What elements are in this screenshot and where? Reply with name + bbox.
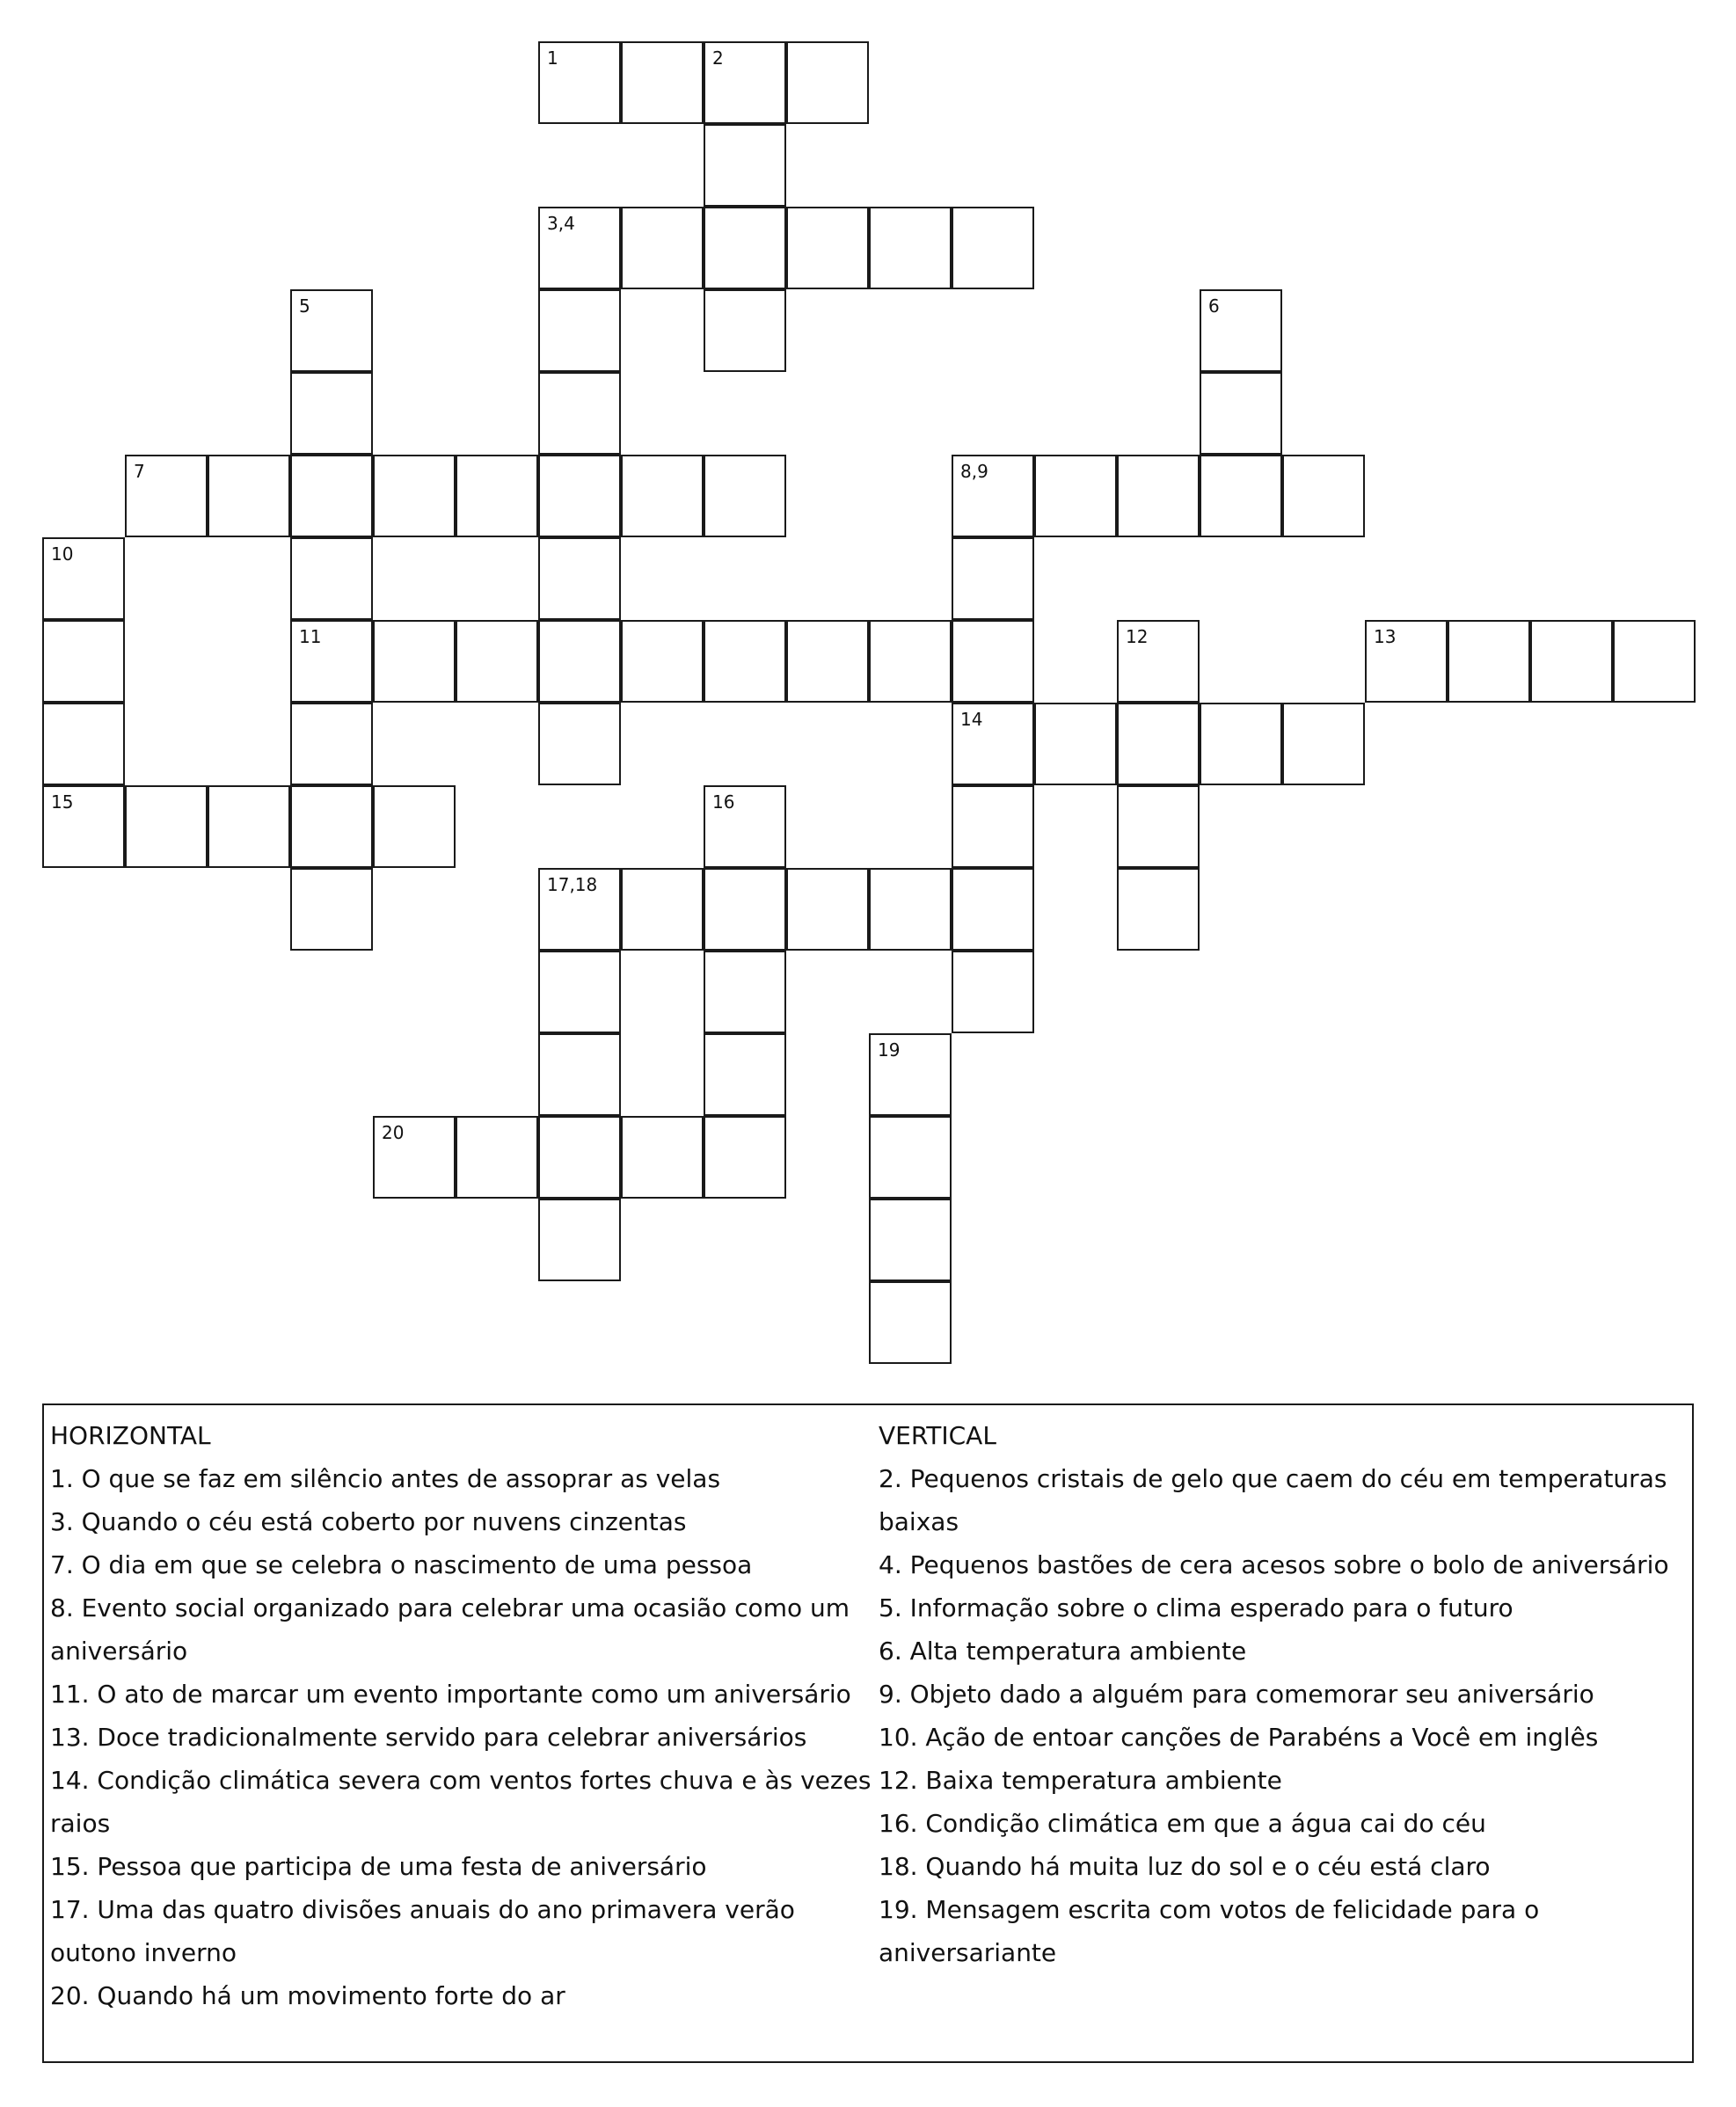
crossword-cell[interactable] [125,455,208,537]
cell-number: 19 [878,1039,901,1061]
crossword-cell[interactable] [786,207,869,289]
crossword-cell[interactable] [290,703,373,785]
crossword-cell[interactable] [704,289,786,372]
crossword-cell[interactable] [704,124,786,207]
vertical-clues [879,1414,1688,1974]
crossword-cell[interactable] [538,289,621,372]
clue-v-5: 5. Informação sobre o clima esperado para o futuro [879,1593,1514,1622]
crossword-cell[interactable] [290,785,373,868]
crossword-cell[interactable] [704,951,786,1033]
crossword-cell[interactable] [1200,455,1282,537]
crossword-cell[interactable] [704,1116,786,1199]
crossword-cell[interactable] [42,785,125,868]
crossword-cell[interactable] [1034,703,1117,785]
crossword-cell[interactable] [952,951,1034,1033]
crossword-cell[interactable] [621,868,704,951]
crossword-cell[interactable] [538,207,621,289]
crossword-cell[interactable] [704,868,786,951]
crossword-cell[interactable] [1117,620,1200,703]
crossword-cell[interactable] [952,785,1034,868]
cell-number: 1 [547,47,558,69]
crossword-cell[interactable] [1117,455,1200,537]
crossword-cell[interactable] [704,1033,786,1116]
crossword-cell[interactable] [1448,620,1530,703]
crossword-cell[interactable] [621,455,704,537]
crossword-cell[interactable] [208,455,290,537]
crossword-cell[interactable] [1530,620,1613,703]
crossword-cell[interactable] [704,785,786,868]
clue-h-13: 13. Doce tradicionalmente servido para celebrar aniversários [50,1723,807,1752]
clue-v-4: 4. Pequenos bastões de cera acesos sobre o bolo de aniversário [879,1550,1669,1579]
cell-number: 13 [1374,626,1397,647]
crossword-cell[interactable] [1117,703,1200,785]
crossword-cell[interactable] [786,868,869,951]
crossword-cell[interactable] [456,1116,538,1199]
crossword-cell[interactable] [952,620,1034,703]
clue-h-15: 15. Pessoa que participa de uma festa de aniversário [50,1852,707,1881]
crossword-cell[interactable] [125,785,208,868]
crossword-cell[interactable] [1117,785,1200,868]
crossword-cell[interactable] [952,537,1034,620]
cell-number: 16 [712,791,735,813]
clue-v-9: 9. Objeto dado a alguém para comemorar seu aniversário [879,1680,1594,1709]
clue-v-19: 19. Mensagem escrita com votos de felicidade para o aniversariante [879,1895,1540,1967]
crossword-cell[interactable] [786,620,869,703]
cell-number: 7 [134,461,145,482]
crossword-cell[interactable] [290,537,373,620]
clue-v-18: 18. Quando há muita luz do sol e o céu está claro [879,1852,1491,1881]
cell-number: 17,18 [547,874,598,895]
crossword-cell[interactable] [290,372,373,455]
crossword-cell[interactable] [538,1033,621,1116]
crossword-cell[interactable] [869,1199,952,1281]
cell-number: 14 [960,709,983,730]
crossword-cell[interactable] [538,455,621,537]
clue-h-8: 8. Evento social organizado para celebrar uma ocasião como um aniversário [50,1593,850,1666]
clue-h-7: 7. O dia em que se celebra o nascimento de uma pessoa [50,1550,753,1579]
clue-h-11: 11. O ato de marcar um evento importante como um aniversário [50,1680,851,1709]
crossword-cell[interactable] [1282,455,1365,537]
crossword-cell[interactable] [538,41,621,124]
crossword-cell[interactable] [869,1116,952,1199]
crossword-cell[interactable] [952,703,1034,785]
crossword-cell[interactable] [1034,455,1117,537]
crossword-cell[interactable] [42,537,125,620]
crossword-cell[interactable] [869,620,952,703]
clue-h-1: 1. O que se faz em silêncio antes de assoprar as velas [50,1464,721,1493]
clue-v-12: 12. Baixa temperatura ambiente [879,1766,1282,1795]
crossword-cell[interactable] [538,951,621,1033]
cell-number: 15 [51,791,74,813]
crossword-cell[interactable] [538,1116,621,1199]
crossword-cell[interactable] [456,455,538,537]
crossword-cell[interactable] [704,41,786,124]
crossword-cell[interactable] [952,868,1034,951]
cell-number: 2 [712,47,724,69]
horizontal-clues [50,1414,877,2017]
crossword-cell[interactable] [1117,868,1200,951]
clue-v-6: 6. Alta temperatura ambiente [879,1637,1247,1666]
clue-v-16: 16. Condição climática em que a água cai do céu [879,1809,1486,1838]
crossword-cell[interactable] [538,537,621,620]
crossword-cell[interactable] [869,868,952,951]
clue-h-20: 20. Quando há um movimento forte do ar [50,1981,565,2010]
crossword-cell[interactable] [621,620,704,703]
crossword-cell[interactable] [1613,620,1696,703]
clue-h-14: 14. Condição climática severa com ventos fortes chuva e às vezes raios [50,1766,872,1838]
crossword-cell[interactable] [869,1281,952,1364]
crossword-cell[interactable] [373,620,456,703]
crossword-cell[interactable] [704,207,786,289]
crossword-cell[interactable] [1200,289,1282,372]
crossword-cell[interactable] [373,1116,456,1199]
clues-panel [42,1403,1694,2063]
cell-number: 11 [299,626,322,647]
crossword-cell[interactable] [621,207,704,289]
cell-number: 8,9 [960,461,988,482]
crossword-cell[interactable] [1282,703,1365,785]
crossword-cell[interactable] [538,372,621,455]
cell-number: 5 [299,295,310,317]
crossword-cell[interactable] [1200,372,1282,455]
cell-number: 6 [1208,295,1220,317]
crossword-cell[interactable] [373,785,456,868]
crossword-cell[interactable] [952,455,1034,537]
crossword-cell[interactable] [456,620,538,703]
crossword-cell[interactable] [704,455,786,537]
crossword-cell[interactable] [538,868,621,951]
crossword-cell[interactable] [290,455,373,537]
crossword-cell[interactable] [373,455,456,537]
crossword-cell[interactable] [704,620,786,703]
clue-v-10: 10. Ação de entoar canções de Parabéns a Você em inglês [879,1723,1599,1752]
crossword-cell[interactable] [290,868,373,951]
crossword-cell[interactable] [538,1199,621,1281]
cell-number: 3,4 [547,213,575,234]
crossword-cell[interactable] [42,703,125,785]
clue-v-2: 2. Pequenos cristais de gelo que caem do céu em temperaturas baixas [879,1464,1667,1536]
cell-number: 10 [51,543,74,565]
clue-h-17: 17. Uma das quatro divisões anuais do ano primavera verão outono inverno [50,1895,795,1967]
crossword-cell[interactable] [538,620,621,703]
crossword-cell[interactable] [869,1033,952,1116]
crossword-cell[interactable] [786,41,869,124]
crossword-cell[interactable] [1200,703,1282,785]
crossword-cell[interactable] [208,785,290,868]
cell-number: 12 [1126,626,1149,647]
crossword-cell[interactable] [952,207,1034,289]
crossword-cell[interactable] [538,703,621,785]
crossword-cell[interactable] [290,620,373,703]
crossword-cell[interactable] [1365,620,1448,703]
crossword-cell[interactable] [290,289,373,372]
crossword-cell[interactable] [869,207,952,289]
crossword-cell[interactable] [621,1116,704,1199]
horizontal-heading: HORIZONTAL [50,1421,211,1450]
cell-number: 20 [382,1122,405,1143]
crossword-cell[interactable] [621,41,704,124]
crossword-cell[interactable] [42,620,125,703]
clue-h-3: 3. Quando o céu está coberto por nuvens cinzentas [50,1507,687,1536]
vertical-heading: VERTICAL [879,1421,996,1450]
